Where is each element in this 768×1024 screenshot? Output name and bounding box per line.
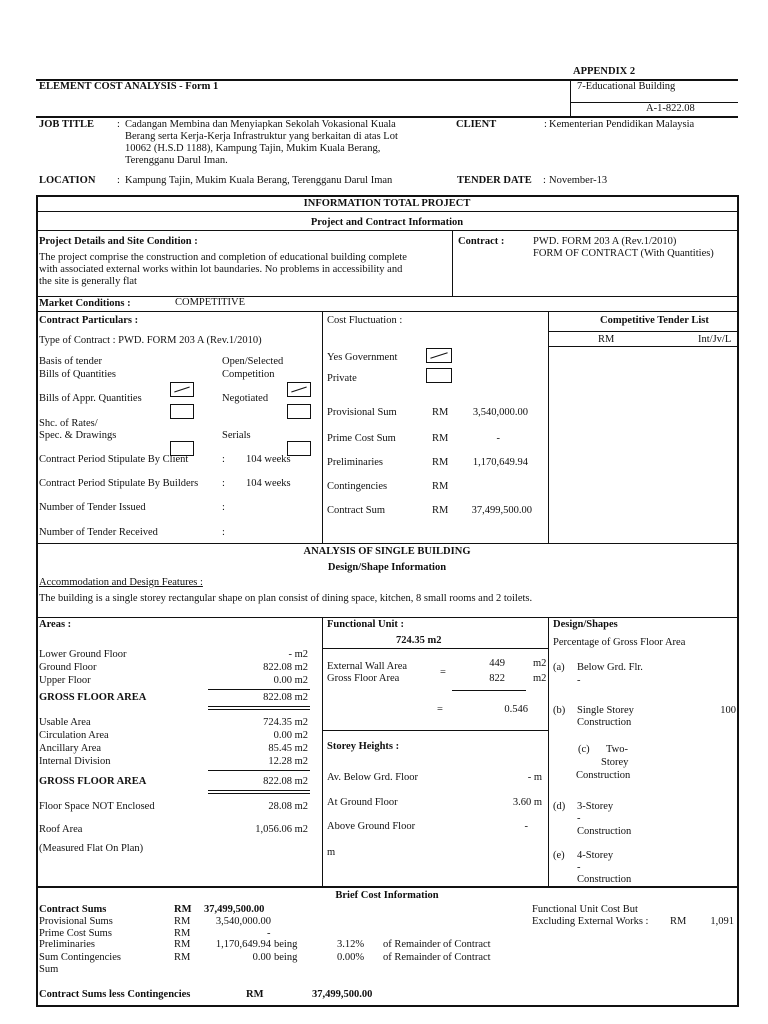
item-b-marker: (b) (553, 705, 566, 716)
cf-value: 3,540,000.00 (472, 407, 528, 418)
tender-list-title: Competitive Tender List (600, 315, 709, 326)
roof-area-label: Roof Area (39, 824, 83, 835)
divider (452, 690, 526, 691)
floor-not-enclosed-value: 28.08 m2 (268, 801, 308, 812)
divider (452, 230, 453, 297)
three-storey: 3-Storey (577, 801, 614, 812)
cf-currency: RM (432, 505, 449, 516)
area-value: 12.28 m2 (268, 756, 308, 767)
tender-date-label: TENDER DATE (457, 175, 532, 186)
info-section-title: INFORMATION TOTAL PROJECT (303, 198, 471, 209)
bills-appr-checkbox[interactable] (170, 404, 194, 419)
project-details-line: The project comprise the construction and completion of educational building complete (39, 252, 407, 263)
functional-unit-title: Functional Unit : (327, 619, 405, 630)
period-client-value: 104 weeks (246, 454, 291, 465)
item-e-marker: (e) (553, 850, 565, 861)
cf-label: Provisional Sum (327, 407, 397, 418)
three-storey-value: - (577, 813, 581, 824)
brief-cost-title: Brief Cost Information (335, 890, 439, 901)
divider (570, 80, 571, 117)
tender-list-col-int: Int/Jv/L (698, 334, 732, 345)
ext-wall-value: 449 (489, 658, 505, 669)
basis-of-tender: Basis of tender (39, 356, 102, 367)
form-title: ELEMENT COST ANALYSIS - Form 1 (39, 81, 219, 92)
unit-m: m (327, 847, 336, 858)
fu-cost-value: 1,091 (710, 916, 734, 927)
preliminaries-value: 1,170,649.94 (215, 939, 271, 950)
divider (737, 195, 739, 895)
location-label: LOCATION (39, 175, 96, 186)
cf-value: - (496, 433, 500, 444)
info-subsection-title: Project and Contract Information (310, 217, 464, 228)
construction-label: Construction (576, 770, 631, 781)
being-label: being (274, 952, 298, 963)
unit-m2: m2 (533, 673, 547, 684)
area-value: 85.45 m2 (268, 743, 308, 754)
area-value: 724.35 m2 (263, 717, 308, 728)
bills-of-quantities: Bills of Quantities (39, 369, 116, 380)
single-storey-value: 100 (720, 705, 736, 716)
currency-rm: RM (174, 904, 192, 915)
above-ground-label: Above Ground Floor (327, 821, 416, 832)
cf-value: 37,499,500.00 (471, 505, 532, 516)
serials: Serials (222, 430, 251, 441)
competition: Competition (222, 369, 275, 380)
cf-label: Prime Cost Sum (327, 433, 396, 444)
area-label: Ground Floor (39, 662, 97, 673)
job-title-line: Berang serta Kerja-Kerja Infrastruktur yang berkaitan di atas Lot (125, 131, 398, 142)
contract-label: Contract : (458, 236, 505, 247)
contract-line: FORM OF CONTRACT (With Quantities) (533, 248, 714, 259)
job-title-line: Cadangan Membina dan Menyiapkan Sekolah Vokasional Kuala (125, 119, 396, 130)
market-label: Market Conditions : (39, 298, 131, 309)
divider (322, 648, 548, 649)
measured-flat-note: (Measured Flat On Plan) (39, 843, 144, 854)
contract-sums-value: 37,499,500.00 (204, 904, 265, 915)
divider (208, 790, 310, 791)
area-label: Circulation Area (39, 730, 109, 741)
job-title-line: Terengganu Darul Iman. (125, 155, 228, 166)
area-label: Upper Floor (39, 675, 91, 686)
type-of-contract: Type of Contract : PWD. FORM 203 A (Rev.1/2010) (39, 335, 262, 346)
check-mark-icon (430, 352, 447, 359)
open-selected-checkbox[interactable] (287, 382, 311, 397)
gfa-value: 822.08 m2 (263, 776, 308, 787)
divider (36, 195, 738, 197)
pct-gfa-label: Percentage of Gross Floor Area (553, 637, 686, 648)
contract-particulars-title: Contract Particulars : (39, 315, 139, 326)
divider (548, 346, 738, 347)
design-shapes-title: Design/Shapes (553, 619, 618, 630)
prime-cost-label: Prime Cost Sums (39, 928, 112, 939)
equals-sign: = (437, 704, 443, 715)
ref-code: A-1-822.08 (646, 103, 695, 114)
project-details-line: the site is generally flat (39, 276, 137, 287)
project-details-label: Project Details and Site Condition : (39, 236, 198, 247)
period-client-label: Contract Period Stipulate By Client (39, 454, 189, 465)
divider (36, 617, 738, 618)
areas-title: Areas : (39, 619, 72, 630)
four-storey: 4-Storey (577, 850, 614, 861)
divider (36, 1005, 739, 1007)
unit-m2: m2 (533, 658, 547, 669)
roof-area-value: 1,056.06 m2 (255, 824, 308, 835)
ratio-value: 0.546 (504, 704, 528, 715)
fu-cost-line: Functional Unit Cost But (532, 904, 638, 915)
government-checkbox[interactable] (426, 348, 452, 363)
divider (548, 617, 549, 887)
colon: : (117, 175, 120, 186)
area-label: Lower Ground Floor (39, 649, 127, 660)
divider (36, 886, 739, 888)
cost-fluctuation-title: Cost Fluctuation : (327, 315, 403, 326)
fu-gfa-value: 822 (489, 673, 505, 684)
colon: : (222, 454, 225, 465)
shc-rates: Shc. of Rates/ (39, 418, 98, 429)
cf-currency: RM (432, 407, 449, 418)
divider (36, 116, 738, 118)
building-category: 7-Educational Building (577, 81, 676, 92)
yes-government: Yes Government (327, 352, 398, 363)
below-grd-value: - m (527, 772, 542, 783)
client-value: Kementerian Pendidikan Malaysia (549, 119, 695, 130)
area-label: Internal Division (39, 756, 111, 767)
divider (548, 331, 738, 332)
cf-label: Preliminaries (327, 457, 383, 468)
item-c-marker: (c) (578, 744, 590, 755)
currency-rm: RM (174, 939, 191, 950)
analysis-title: ANALYSIS OF SINGLE BUILDING (303, 546, 471, 557)
cf-currency: RM (432, 481, 449, 492)
divider (208, 689, 310, 690)
ext-wall-label: External Wall Area (327, 661, 408, 672)
cf-label: Contingencies (327, 481, 388, 492)
currency-rm: RM (246, 989, 264, 1000)
gfa-label: GROSS FLOOR AREA (39, 776, 147, 787)
item-a-marker: (a) (553, 662, 565, 673)
spec-drawings: Spec. & Drawings (39, 430, 117, 441)
at-ground-value: 3.60 m (512, 797, 542, 808)
currency-rm: RM (670, 916, 687, 927)
cf-currency: RM (432, 457, 449, 468)
period-builders-label: Contract Period Stipulate By Builders (39, 478, 199, 489)
negotiated-checkbox[interactable] (287, 404, 311, 419)
divider (322, 311, 323, 543)
functional-unit-value: 724.35 m2 (396, 635, 442, 646)
construction-label: Construction (577, 874, 632, 885)
less-contingencies-value: 37,499,500.00 (312, 989, 373, 1000)
below-grd-label: Av. Below Grd. Floor (327, 772, 418, 783)
bills-appr-quantities: Bills of Appr. Quantities (39, 393, 142, 404)
area-label: Ancillary Area (39, 743, 102, 754)
tender-list-col-rm: RM (598, 334, 615, 345)
four-storey-value: - (577, 862, 581, 873)
job-title-label: JOB TITLE (39, 119, 94, 130)
colon: : (543, 175, 546, 186)
project-details-line: with associated external works within lot baundaries. No problems in accessibility and (39, 264, 403, 275)
single-storey: Single Storey (577, 705, 634, 716)
divider (737, 886, 739, 1006)
currency-rm: RM (174, 928, 191, 939)
analysis-subtitle: Design/Shape Information (327, 562, 447, 573)
area-label: Usable Area (39, 717, 91, 728)
provisional-sums-value: 3,540,000.00 (215, 916, 271, 927)
currency-rm: RM (174, 952, 191, 963)
appendix-label: APPENDIX 2 (573, 66, 636, 77)
client-label: CLIENT (456, 119, 497, 130)
colon: : (222, 527, 225, 538)
location-value: Kampung Tajin, Mukim Kuala Berang, Terengganu Darul Iman (125, 175, 393, 186)
tenders-received-label: Number of Tender Received (39, 527, 158, 538)
divider (36, 311, 738, 312)
being-label: being (274, 939, 298, 950)
open-selected: Open/Selected (222, 356, 284, 367)
cf-currency: RM (432, 433, 449, 444)
preliminaries-label: Preliminaries (39, 939, 95, 950)
currency-rm: RM (174, 916, 191, 927)
divider (36, 230, 738, 231)
check-mark-icon (174, 387, 190, 393)
contingencies-value: 0.00 (252, 952, 271, 963)
gfa-value: 822.08 m2 (263, 692, 308, 703)
divider (36, 195, 38, 895)
at-ground-label: At Ground Floor (327, 797, 398, 808)
tender-date-value: November-13 (549, 175, 608, 186)
divider (208, 706, 310, 707)
construction-label: Construction (577, 826, 632, 837)
bills-of-quantities-checkbox[interactable] (170, 382, 194, 397)
area-value: 0.00 m2 (273, 730, 308, 741)
contingencies-pct: 0.00% (337, 952, 365, 963)
gfa-label: GROSS FLOOR AREA (39, 692, 147, 703)
storey-heights-label: Storey Heights : (327, 741, 400, 752)
divider (36, 543, 738, 544)
divider (322, 730, 548, 731)
market-value: COMPETITIVE (175, 297, 245, 308)
area-value: 822.08 m2 (263, 662, 308, 673)
divider (36, 886, 38, 1006)
colon: : (544, 119, 547, 130)
divider (36, 211, 738, 212)
private-checkbox[interactable] (426, 368, 452, 383)
divider (36, 296, 738, 297)
period-builders-value: 104 weeks (246, 478, 291, 489)
cf-value: 1,170,649.94 (472, 457, 528, 468)
contract-sums-label: Contract Sums (39, 904, 107, 915)
above-ground-value: - (524, 821, 528, 832)
item-d-marker: (d) (553, 801, 566, 812)
features-text: The building is a single storey rectangular shape on plan consist of dining space, kitchen, 8 small rooms and 2 toilets. (39, 593, 533, 604)
two-storey: Two- (606, 744, 629, 755)
less-contingencies-label: Contract Sums less Contingencies (39, 989, 191, 1000)
prime-cost-value: - (267, 928, 271, 939)
divider (208, 709, 310, 710)
fu-gfa-label: Gross Floor Area (327, 673, 400, 684)
construction-label: Construction (577, 717, 632, 728)
preliminaries-pct: 3.12% (337, 939, 365, 950)
storey-label: Storey (601, 757, 629, 768)
colon: : (117, 119, 120, 130)
area-value: 0.00 m2 (273, 675, 308, 686)
negotiated: Negotiated (222, 393, 269, 404)
provisional-sums-label: Provisional Sums (39, 916, 113, 927)
below-grd-flr-value: - (577, 675, 581, 686)
floor-not-enclosed-label: Floor Space NOT Enclosed (39, 801, 155, 812)
cf-label: Contract Sum (327, 505, 386, 516)
below-grd-flr: Below Grd. Flr. (577, 662, 643, 673)
area-value: - m2 (288, 649, 308, 660)
divider (322, 617, 323, 887)
check-mark-icon (291, 387, 307, 393)
private: Private (327, 373, 357, 384)
of-remainder-label: of Remainder of Contract (383, 939, 491, 950)
tenders-issued-label: Number of Tender Issued (39, 502, 146, 513)
sum-label: Sum (39, 964, 59, 975)
contingencies-label: Sum Contingencies (39, 952, 121, 963)
colon: : (222, 478, 225, 489)
divider (208, 793, 310, 794)
features-label: Accommodation and Design Features : (39, 577, 203, 588)
of-remainder-label: of Remainder of Contract (383, 952, 491, 963)
equals-sign: = (440, 667, 446, 678)
fu-cost-line: Excluding External Works : (532, 916, 649, 927)
divider (208, 770, 310, 771)
colon: : (222, 502, 225, 513)
contract-line: PWD. FORM 203 A (Rev.1/2010) (533, 236, 677, 247)
job-title-line: 10062 (H.S.D 1188), Kampung Tajin, Mukim Kuala Berang, (125, 143, 381, 154)
